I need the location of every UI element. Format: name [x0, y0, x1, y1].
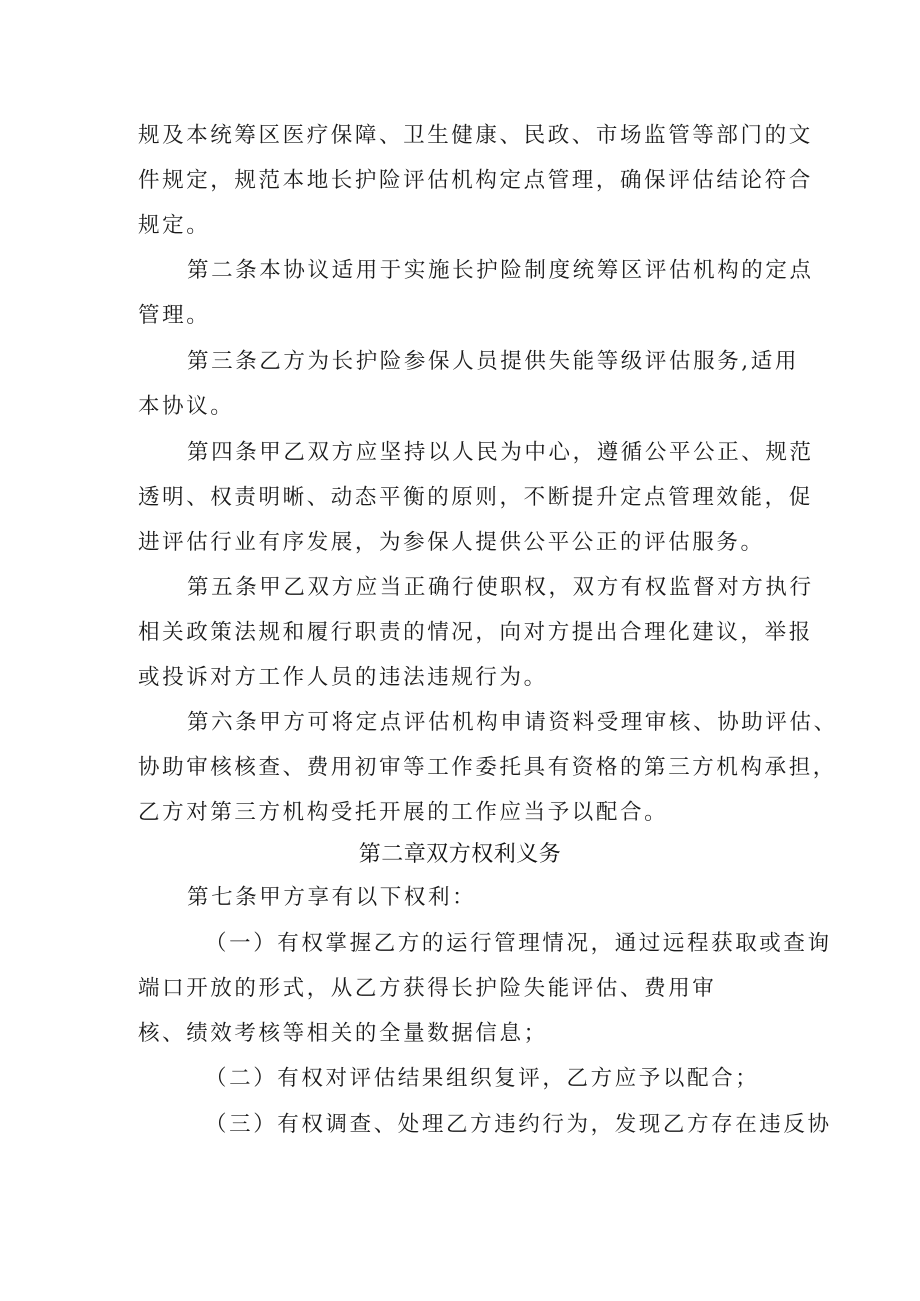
paragraph-line: 透明、权责明晰、动态平衡的原则，不断提升定点管理效能，促: [138, 485, 813, 510]
paragraph-line: 相关政策法规和履行职责的情况，向对方提出合理化建议，举报: [138, 620, 813, 645]
article-4-line: 第四条甲乙双方应坚持以人民为中心，遵循公平公正、规范: [187, 440, 814, 465]
article-2-line: 第二条本协议适用于实施长护险制度统筹区评估机构的定点: [187, 258, 814, 283]
paragraph-line: 进评估行业有序发展，为参保人提供公平公正的评估服务。: [138, 530, 765, 555]
paragraph-line: 核、绩效考核等相关的全量数据信息；: [138, 1021, 548, 1046]
article-7-line: 第七条甲方享有以下权利：: [187, 885, 477, 910]
paragraph-line: 乙方对第三方机构受托开展的工作应当予以配合。: [138, 800, 669, 825]
paragraph-line: 管理。: [138, 303, 211, 328]
article-5-line: 第五条甲乙双方应当正确行使职权，双方有权监督对方执行: [187, 575, 814, 600]
paragraph-line: 规定。: [138, 213, 211, 238]
article-3-line: 第三条乙方为长护险参保人员提供失能等级评估服务,适用: [187, 349, 799, 374]
paragraph-line: 协助审核核查、费用初审等工作委托具有资格的第三方机构承担，: [138, 755, 837, 780]
chapter-heading: 第二章双方权利义务: [358, 842, 562, 867]
clause-3-line: （三）有权调查、处理乙方违约行为，发现乙方存在违反协: [205, 1112, 832, 1137]
paragraph-line: 规及本统筹区医疗保障、卫生健康、民政、市场监管等部门的文: [138, 123, 813, 148]
clause-2-line: （二）有权对评估结果组织复评，乙方应予以配合；: [205, 1066, 760, 1091]
paragraph-line: 或投诉对方工作人员的违法违规行为。: [138, 665, 548, 690]
paragraph-line: 端口开放的形式，从乙方获得长护险失能评估、费用审: [138, 976, 717, 1001]
paragraph-line: 本协议。: [138, 394, 235, 419]
paragraph-line: 件规定，规范本地长护险评估机构定点管理，确保评估结论符合: [138, 168, 813, 193]
article-6-line: 第六条甲方可将定点评估机构申请资料受理审核、协助评估、: [187, 710, 838, 735]
clause-1-line: （一）有权掌握乙方的运行管理情况，通过远程获取或查询: [205, 931, 832, 956]
